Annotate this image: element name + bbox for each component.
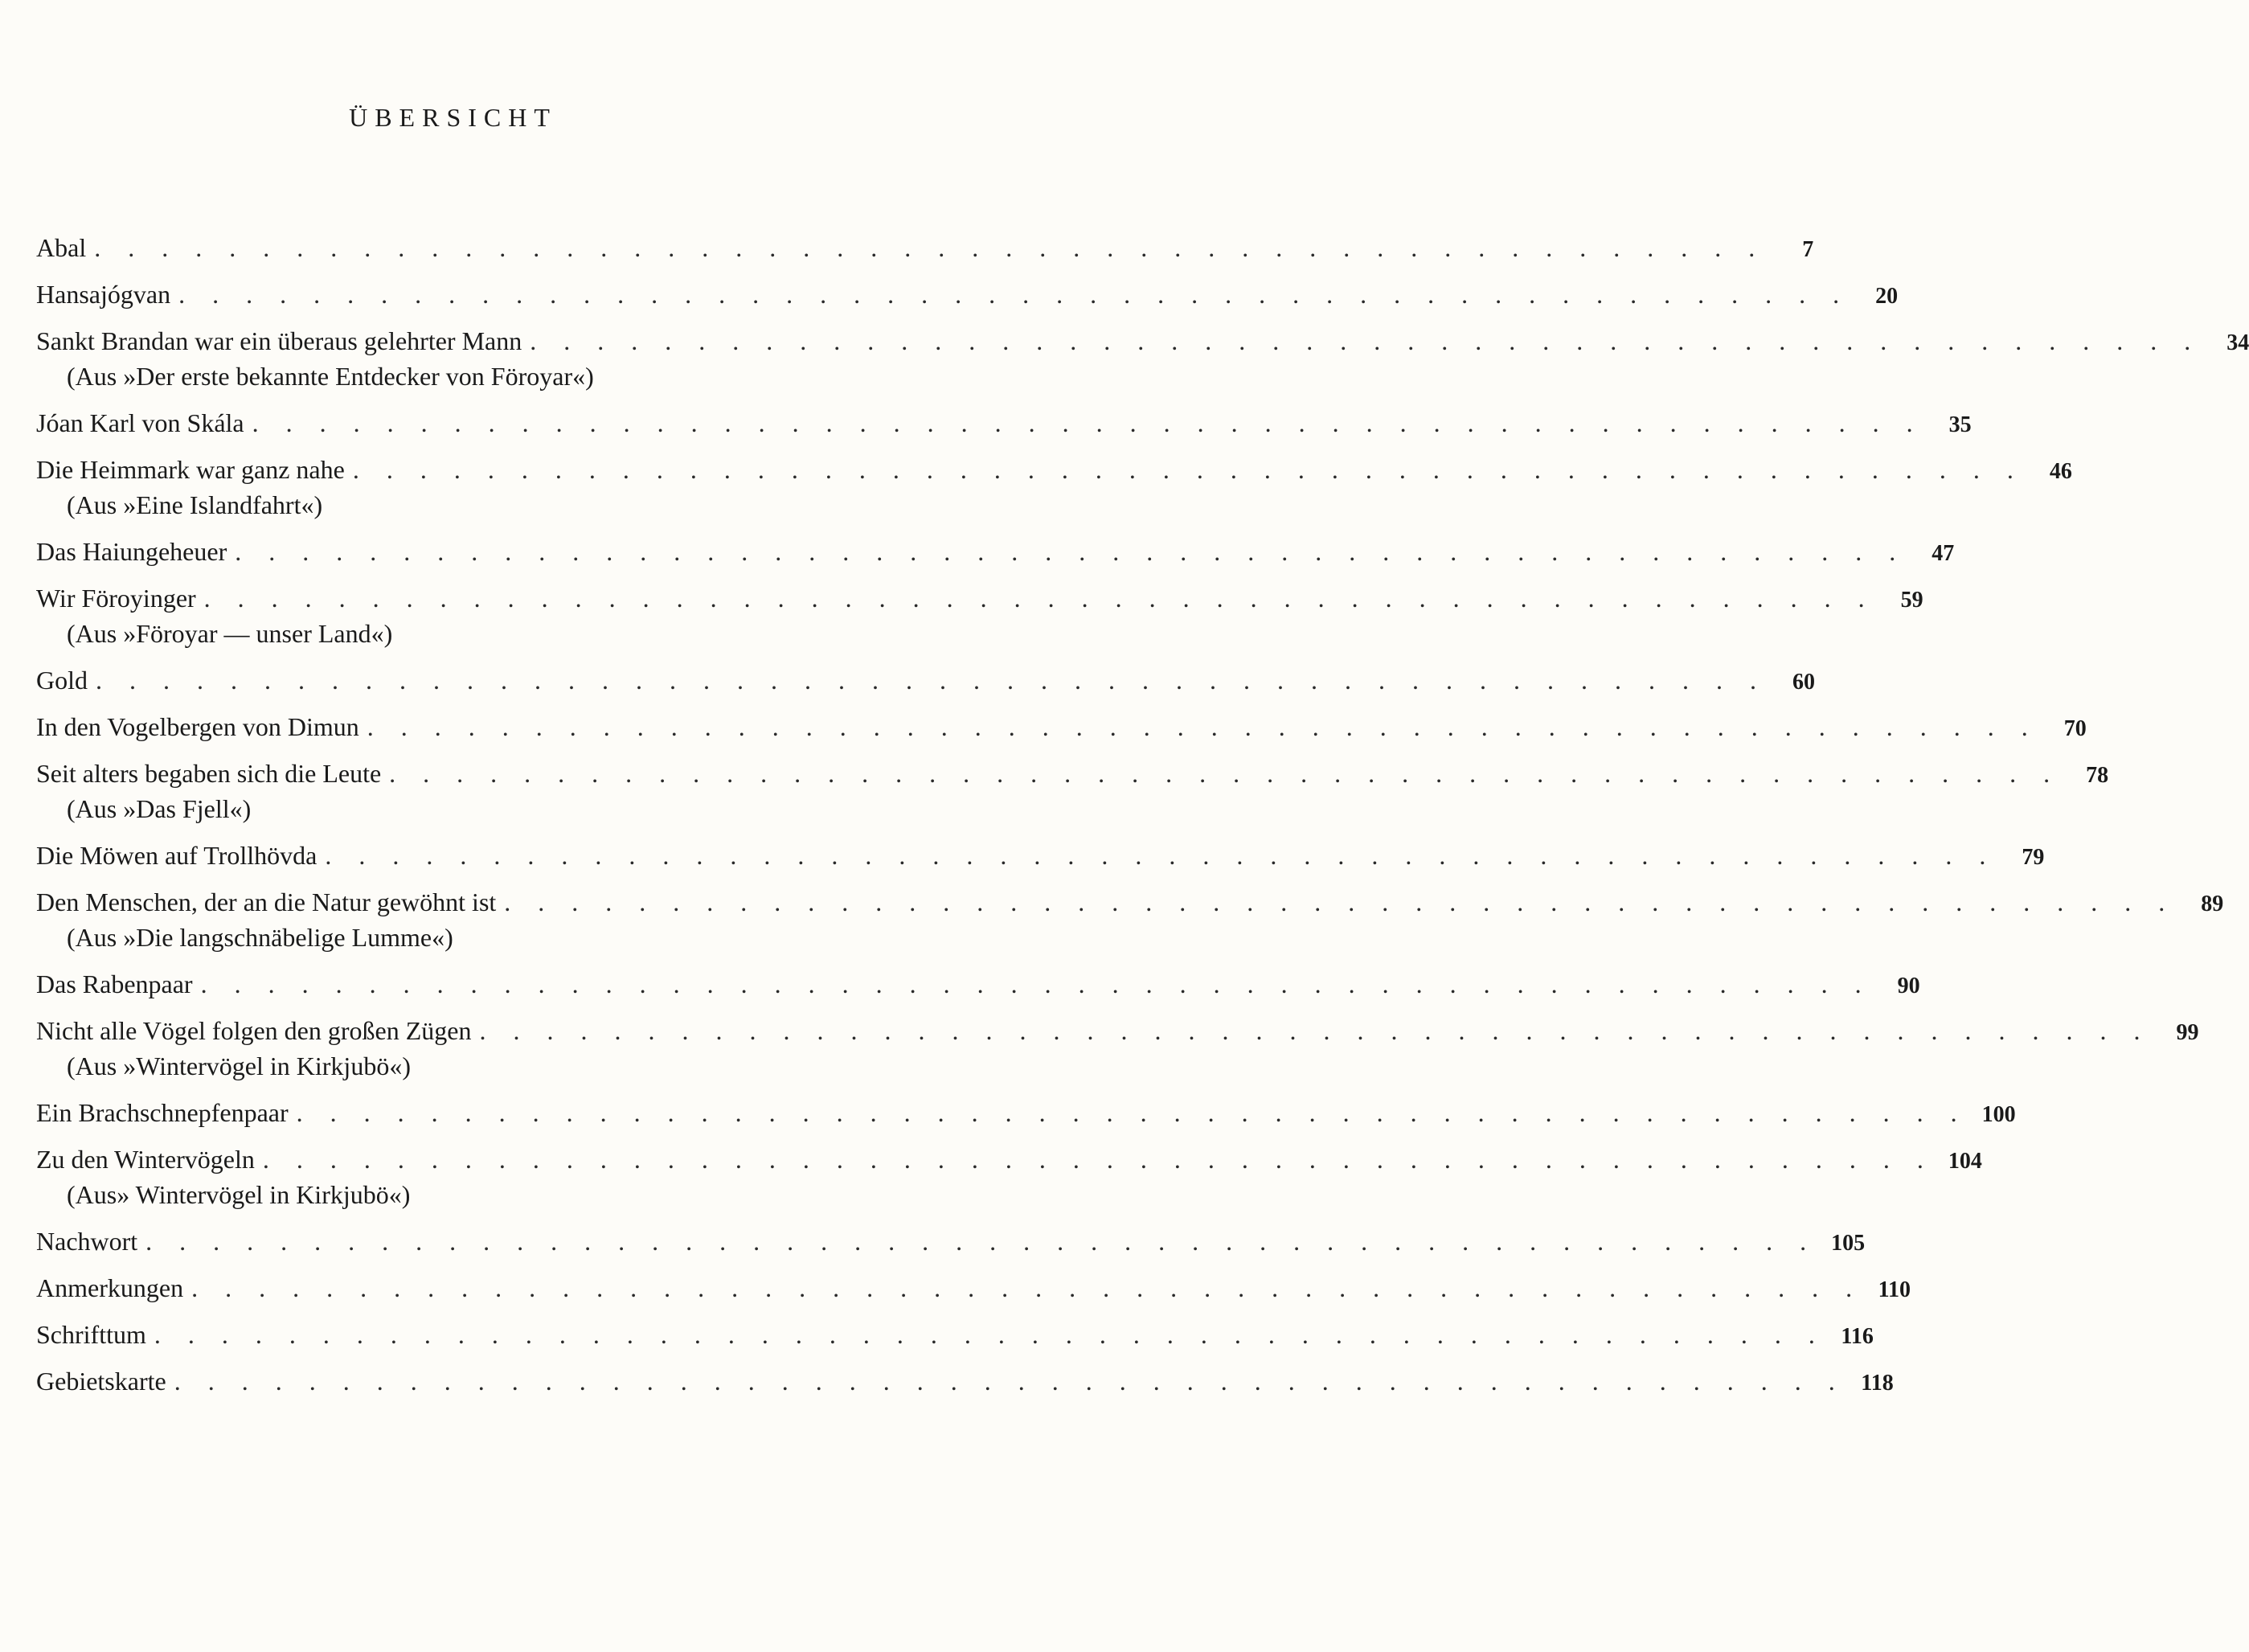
toc-line <box>36 537 1955 566</box>
toc-entry-page-number: 78 <box>2086 763 2109 788</box>
toc-entry-page-number: 99 <box>2176 1020 2199 1045</box>
toc-entry-page-number: 105 <box>1831 1231 1866 1256</box>
toc-entry <box>36 455 2072 519</box>
dot-leader: . . . . . . . . . . . . . . . . . . . . . . . . . . . . . . . . . . . . . . . . . . . . . . . . . . <box>191 1273 1863 1302</box>
toc-entry-title: Wir Föroyinger <box>36 584 196 613</box>
toc-entry-title: Die Heimmark war ganz nahe <box>36 455 345 484</box>
dot-leader: . . . . . . . . . . . . . . . . . . . . . . . . . . . . . . . . . . . . . . . . . . . . . . . . . . <box>178 280 1850 309</box>
dot-leader: . . . . . . . . . . . . . . . . . . . . . . . . . . . . . . . . . . . . . . . . . . . . . . . . . . <box>235 537 1907 566</box>
toc-entry-title: Abal <box>36 233 87 262</box>
toc-entry-source-note: (Aus »Eine Islandfahrt«) <box>67 490 323 519</box>
toc-line <box>36 233 1814 262</box>
toc-line <box>36 1016 2199 1045</box>
toc-entry-title: Die Möwen auf Trollhövda <box>36 841 317 870</box>
dot-leader: . . . . . . . . . . . . . . . . . . . . . . . . . . . . . . . . . . . . . . . . . . . . . . . . . . <box>145 1227 1817 1256</box>
toc-entry <box>36 1227 1866 1256</box>
toc-entry <box>36 584 1923 648</box>
dot-leader: . . . . . . . . . . . . . . . . . . . . . . . . . . . . . . . . . . . . . . . . . . . . . . . . . . <box>325 841 1997 870</box>
toc-entry-page-number: 59 <box>1900 588 1923 613</box>
toc-entry-title: Nachwort <box>36 1227 138 1256</box>
toc-entry-page-number: 70 <box>2063 716 2087 741</box>
toc-entry <box>36 1016 2199 1080</box>
toc-entry-page-number: 46 <box>2049 459 2072 484</box>
toc-line <box>36 841 2045 870</box>
toc-entry-page-number: 60 <box>1792 670 1815 695</box>
toc-entry <box>36 1098 2016 1127</box>
toc-entry-page-number: 35 <box>1948 412 1972 437</box>
toc-entry-source-note: (Aus »Der erste bekannte Entdecker von Föroyar«) <box>67 362 594 391</box>
page-heading: ÜBERSICHT <box>349 103 557 132</box>
table-of-contents <box>36 233 2249 1413</box>
dot-leader: . . . . . . . . . . . . . . . . . . . . . . . . . . . . . . . . . . . . . . . . . . . . . . . . . . <box>262 1145 1934 1174</box>
toc-entry-title: Das Rabenpaar <box>36 969 193 998</box>
toc-line <box>36 455 2072 484</box>
toc-line <box>36 1320 1874 1349</box>
toc-entry-title: Seit alters begaben sich die Leute <box>36 759 382 788</box>
toc-entry-page-number: 79 <box>2022 845 2045 870</box>
dot-leader: . . . . . . . . . . . . . . . . . . . . . . . . . . . . . . . . . . . . . . . . . . . . . . . . . . <box>174 1367 1845 1396</box>
toc-entry <box>36 1367 1894 1396</box>
toc-entry-list <box>36 233 2249 1396</box>
toc-entry-title: Schrifttum <box>36 1320 146 1349</box>
toc-entry-title: Nicht alle Vögel folgen den großen Zügen <box>36 1016 472 1045</box>
toc-entry-title: Sankt Brandan war ein überaus gelehrter Mann <box>36 326 522 355</box>
toc-entry-title: Ein Brachschnepfenpaar <box>36 1098 289 1127</box>
toc-line <box>36 1098 2016 1127</box>
toc-line <box>36 887 2224 916</box>
dot-leader: . . . . . . . . . . . . . . . . . . . . . . . . . . . . . . . . . . . . . . . . . . . . . . . . . . <box>94 233 1766 262</box>
dot-leader: . . . . . . . . . . . . . . . . . . . . . . . . . . . . . . . . . . . . . . . . . . . . . . . . . . <box>154 1320 1825 1349</box>
toc-entry-page-number: 118 <box>1861 1371 1894 1396</box>
toc-entry <box>36 666 1815 695</box>
toc-entry <box>36 326 2249 391</box>
toc-entry-title: Gebietskarte <box>36 1367 166 1396</box>
toc-entry-page-number: 20 <box>1875 284 1899 309</box>
toc-entry-page-number: 104 <box>1948 1149 1982 1174</box>
toc-entry-source-note: (Aus »Föroyar — unser Land«) <box>67 619 393 648</box>
toc-line <box>36 1145 1982 1174</box>
toc-entry-page-number: 90 <box>1897 974 1920 998</box>
toc-entry <box>36 537 1955 566</box>
dot-leader: . . . . . . . . . . . . . . . . . . . . . . . . . . . . . . . . . . . . . . . . . . . . . . . . . . <box>389 759 2061 788</box>
toc-entry <box>36 759 2109 823</box>
toc-entry-page-number: 7 <box>1802 237 1814 262</box>
toc-entry-title: Gold <box>36 666 88 695</box>
dot-leader: . . . . . . . . . . . . . . . . . . . . . . . . . . . . . . . . . . . . . . . . . . . . . . . . . . <box>200 969 1872 998</box>
dot-leader: . . . . . . . . . . . . . . . . . . . . . . . . . . . . . . . . . . . . . . . . . . . . . . . . . . <box>367 712 2038 741</box>
toc-entry-source-note: (Aus »Die langschnäbelige Lumme«) <box>67 923 453 952</box>
toc-line <box>36 326 2249 355</box>
dot-leader: . . . . . . . . . . . . . . . . . . . . . . . . . . . . . . . . . . . . . . . . . . . . . . . . . . <box>530 326 2202 355</box>
toc-entry-page-number: 34 <box>2226 330 2249 355</box>
toc-entry <box>36 1145 1982 1209</box>
toc-entry-page-number: 110 <box>1878 1277 1911 1302</box>
toc-entry-source-note: (Aus »Wintervögel in Kirkjubö«) <box>67 1051 411 1080</box>
toc-entry-page-number: 89 <box>2201 892 2224 916</box>
toc-entry <box>36 233 1814 262</box>
toc-entry-source-note: (Aus» Wintervögel in Kirkjubö«) <box>67 1180 411 1209</box>
toc-entry <box>36 1320 1874 1349</box>
toc-entry-source-note: (Aus »Das Fjell«) <box>67 794 252 823</box>
toc-line <box>36 1367 1894 1396</box>
dot-leader: . . . . . . . . . . . . . . . . . . . . . . . . . . . . . . . . . . . . . . . . . . . . . . . . . . <box>352 455 2024 484</box>
dot-leader: . . . . . . . . . . . . . . . . . . . . . . . . . . . . . . . . . . . . . . . . . . . . . . . . . . <box>252 408 1923 437</box>
toc-entry-page-number: 116 <box>1841 1324 1874 1349</box>
toc-line <box>36 584 1923 613</box>
dot-leader: . . . . . . . . . . . . . . . . . . . . . . . . . . . . . . . . . . . . . . . . . . . . . . . . . . <box>479 1016 2151 1045</box>
toc-entry <box>36 969 1920 998</box>
toc-entry <box>36 280 1899 309</box>
toc-line <box>36 280 1899 309</box>
dot-leader: . . . . . . . . . . . . . . . . . . . . . . . . . . . . . . . . . . . . . . . . . . . . . . . . . . <box>504 887 2176 916</box>
toc-entry <box>36 841 2045 870</box>
toc-entry-page-number: 47 <box>1932 541 1955 566</box>
toc-entry-title: Hansajógvan <box>36 280 171 309</box>
toc-line <box>36 666 1815 695</box>
toc-entry <box>36 887 2224 952</box>
dot-leader: . . . . . . . . . . . . . . . . . . . . . . . . . . . . . . . . . . . . . . . . . . . . . . . . . . <box>296 1098 1968 1127</box>
dot-leader: . . . . . . . . . . . . . . . . . . . . . . . . . . . . . . . . . . . . . . . . . . . . . . . . . . <box>96 666 1767 695</box>
toc-entry-title: Anmerkungen <box>36 1273 184 1302</box>
toc-line <box>36 1227 1866 1256</box>
toc-entry-page-number: 100 <box>1981 1102 2016 1127</box>
toc-line <box>36 969 1920 998</box>
toc-entry <box>36 408 1972 437</box>
toc-line <box>36 712 2087 741</box>
toc-entry-title: In den Vogelbergen von Dimun <box>36 712 359 741</box>
toc-line <box>36 759 2109 788</box>
dot-leader: . . . . . . . . . . . . . . . . . . . . . . . . . . . . . . . . . . . . . . . . . . . . . . . . . . <box>203 584 1875 613</box>
toc-entry-title: Jóan Karl von Skála <box>36 408 244 437</box>
toc-entry <box>36 712 2087 741</box>
toc-line <box>36 408 1972 437</box>
toc-entry-title: Das Haiungeheuer <box>36 537 227 566</box>
toc-entry-title: Den Menschen, der an die Natur gewöhnt ist <box>36 887 497 916</box>
toc-entry-title: Zu den Wintervögeln <box>36 1145 255 1174</box>
toc-entry <box>36 1273 1911 1302</box>
toc-line <box>36 1273 1911 1302</box>
